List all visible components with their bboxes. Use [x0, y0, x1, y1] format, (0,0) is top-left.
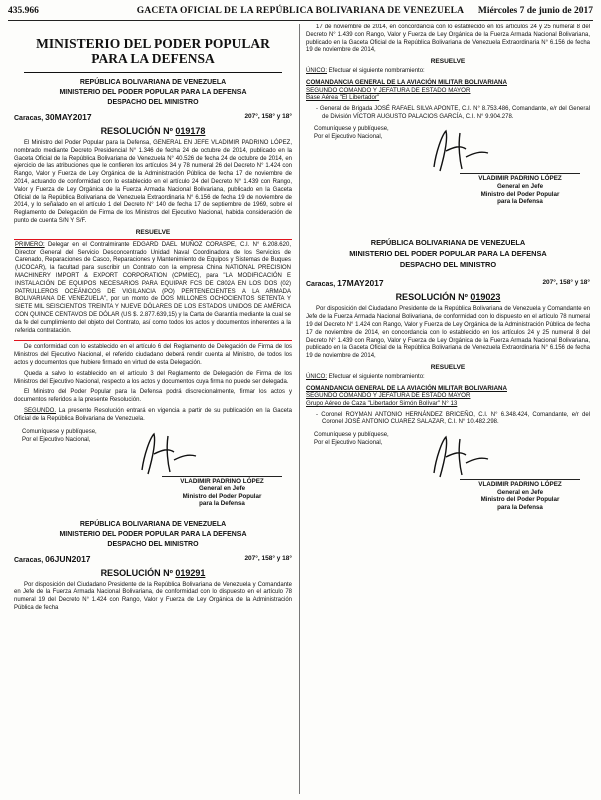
continuation-paragraph: 17 de noviembre de 2014, en concordancia con lo establecido en los artículos 24 y 25 numeral 8 del Decreto N° 1.439 con Rango, Valor y Fuerza de Ley Orgánica de la Fuerza Armada Nacional Bolivariana, publicado en la Gaceta Oficial de la República Bolivariana de Venezuela Extraordinaria N° 6.156 de fecha 19 de noviembre de 2014,: [306, 24, 590, 54]
handwritten-signature: [124, 430, 204, 478]
column-divider: [299, 24, 300, 794]
paragraph-3: Queda a salvo lo establecido en el artículo 3 del Reglamento de Delegación de Firma de los Ministros del Ejecutivo Nacional, respecto a los actos y documentos cuya firma no puede ser delegada.: [14, 370, 292, 385]
title-rule: [24, 72, 282, 73]
closing-formula-right-2: Comuníquese y publíquese, Por el Ejecutivo Nacional,: [314, 432, 389, 447]
last-paragraph: Por disposición del Ciudadano Presidente de la República Bolivariana de Venezuela y Comandante en Jefe de la Fuerza Armada Nacional Bolivariana, de conformidad con lo dispuesto en el artículo 78 numeral 19 del Decreto N° 1.424 con Rango, Valor y Fuerza de Ley Orgánica de la Administración Pública de fecha: [14, 581, 292, 611]
signature-block-right-1: [306, 125, 590, 217]
resolution-header: REPÚBLICA BOLIVARIANA DE VENEZUELA MINISTERIO DEL PODER POPULAR PARA LA DEFENSA DESPACHO DEL MINISTRO: [59, 79, 247, 106]
resuelve-heading: RESUELVE: [135, 228, 171, 236]
gazette-title: GACETA OFICIAL DE LA REPÚBLICA BOLIVARIANA DE VENEZUELA: [136, 6, 465, 16]
left-column: [14, 24, 292, 794]
resolution-number-2: 019291: [175, 567, 206, 578]
resolution-number: 019178: [175, 126, 206, 136]
page-header: [8, 6, 593, 20]
appointment-1: - General de Brigada JOSÉ RAFAEL SILVA APONTE, C.I. N° 8.753.486, Comandante, e/r del General de División VÍCTOR AUGUSTO PALACIOS GARCÍA, C.I. N° 9.904.278.: [316, 105, 590, 120]
signature-block: [14, 428, 292, 520]
closing-formula-right-1: Comuníquese y publíquese, Por el Ejecutivo Nacional,: [314, 126, 389, 141]
ministry-title: MINISTERIO DEL PODER POPULAR PARA LA DEFENSA: [36, 36, 270, 66]
resolution-title: RESOLUCIÓN Nº 019178: [100, 126, 206, 136]
resuelve-heading-right-2: RESUELVE: [430, 363, 466, 371]
handwritten-signature-right-2: [416, 433, 496, 481]
issue-date: Miércoles 7 de junio de 2017: [477, 6, 593, 16]
header-rule: [8, 20, 593, 21]
intro-paragraph: El Ministro del Poder Popular para la Defensa, GENERAL EN JEFE VLADIMIR PADRINO LÓPEZ, nombrado mediante Decreto Presidencial N° 1.346 de fecha 24 de octubre de 2014, publicado en la Gaceta Oficial de la República Bolivariana de Venezuela N° 40.526 de fecha 24 de octubre de 2014, en ejercicio de las atribuciones que le confieren los artículos 34 y 78 numeral 26 del Decreto N° 1.424 con Rango, Valor y Fuerza de Ley Orgánica de la Administración Pública de fecha 17 de noviembre de 2014, actuando de conformidad con lo establecido en el artículo 24 del Decreto N° 1.439 con Rango, Valor y Fuerza de Ley Orgánica de la Fuerza Armada Nacional Bolivariana, publicado en la Gaceta Oficial de la República Bolivariana de Venezuela Extraordinaria N° 6.156 de fecha 19 de noviembre de 2014, y lo señalado en el artículo 1 del Decreto N° 140 de fecha 17 de septiembre de 1969, sobre el Reglamento de Delegación de Firma de los Ministros del Ejecutivo Nacional, habida consideración de punto de cuenta S/N Y S/F.: [14, 140, 292, 224]
place-date-right: Caracas, 17MAY2017: [306, 278, 384, 289]
handwritten-signature-right-1: [416, 127, 496, 175]
resolution-title-2: RESOLUCIÓN Nº 019291: [100, 567, 206, 578]
right-column: [306, 24, 590, 794]
appointment-2: - Coronel ROYMAN ANTONIO HERNÁNDEZ BRICEÑO, C.I. N° 6.348.424, Comandante, e/r del Coronel JOSÉ ANTONIO CUAREZ SALAZAR, C.I. N° 10.482.298.: [316, 411, 590, 426]
resolution-number-right: 019023: [470, 292, 501, 303]
segundo-paragraph: SEGUNDO. La presente Resolución entrará en vigencia a partir de su publicación en la Gaceta Oficial de la República Bolivariana de Venezuela.: [14, 407, 292, 422]
command-heading-1: COMANDANCIA GENERAL DE LA AVIACIÓN MILITAR BOLIVARIANA SEGUNDO COMANDO Y JEFATURA DE ESTADO MAYOR Base Aérea "El Libertador": [306, 78, 507, 102]
years-line-2: 207°, 158° y 18°: [244, 554, 292, 562]
primero-paragraph: PRIMERO: Delegar en el Contralmirante EDGARD DAEL MUÑOZ CORASPE, C.I. N° 6.208.620, Director General del Servicio Desconcentrado Unidad Naval Coordinadora de los Servicios de Carenado, Reparaciones de Casco, Reparaciones y Mantenimiento de Equipos y Sistemas de Buques (UCOCAR), la facultad para suscribir un Contrato con la empresa China NATIONAL PRECISION MACHINERY IMPORT & EXPORT CORPORATION (CPMIEC), para "LA MODIFICACIÓN E INSTALACIÓN DE EQUIPOS NECESARIOS PARA EQUIPAR FCS DE C802A EN LOS DOS (02) PATRULLEROS OCEÁNICOS DE VIGILANCIA (PO) PERTENECIENTES A LA ARMADA BOLIVARIANA DE VENEZUELA", por un monto de DOS MILLONES OCHOCIENTOS SETENTA Y SIETE MIL SEISCIENTOS TREINTA Y NUEVE DÓLARES DE LOS ESTADOS UNIDOS DE AMÉRICA CON QUINCE CENTAVOS DE DÓLAR (US $. 2.877.639,15) y la Carta de Garantía mediante la cual se da fe del cumplimiento del objeto del Contrato, así como todos los actos y documentos inherentes a la referida contratación.: [15, 241, 291, 334]
highlighted-article: [14, 239, 292, 342]
signatory-right-1: VLADIMIR PADRINO LÓPEZ General en Jefe Ministro del Poder Popular para la Defensa: [460, 173, 580, 205]
closing-formula: Comuníquese y publíquese, Por el Ejecutivo Nacional,: [22, 428, 97, 443]
paragraph-4: El Ministro del Poder Popular para la Defensa podrá discrecionalmente, firmar los actos y documentos referidos a la presente Resolución.: [14, 389, 292, 404]
unico-paragraph: ÚNICO: Efectuar el siguiente nombramiento:: [306, 68, 425, 75]
signatory-right-2: VLADIMIR PADRINO LÓPEZ General en Jefe Ministro del Poder Popular para la Defensa: [460, 479, 580, 511]
place-date-2: Caracas, 06JUN2017: [14, 553, 91, 564]
paragraph-right-1: Por disposición del Ciudadano Presidente de la República Bolivariana de Venezuela y Comandante en Jefe de la Fuerza Armada Nacional Bolivariana, de conformidad con lo dispuesto en el artículo 78 numeral 19 del Decreto N° 1.424 con Rango, Valor y Fuerza de Ley Orgánica de la Administración Pública de fecha 17 de noviembre de 2014, en concordancia con lo establecido en los artículos 24 y 25 numeral 8 del Decreto N° 1.439 con Rango, Valor y Fuerza de Ley Orgánica de la Fuerza Armada Nacional Bolivariana, publicado en la Gaceta Oficial de la República Bolivariana de Venezuela Extraordinaria N° 6.156 de fecha 19 de noviembre de 2014,: [306, 306, 590, 360]
signature-block-right-2: [306, 431, 590, 523]
place-date: Caracas, 30MAY2017: [14, 112, 92, 122]
resuelve-heading-right: RESUELVE: [430, 58, 466, 66]
paragraph-2: De conformidad con lo establecido en el artículo 6 del Reglamento de Delegación de Firma de los Ministros del Ejecutivo Nacional, el referido ciudadano deberá rendir cuenta al Ministro, de todos los actos y documentos que hubiere firmado en virtud de esta Delegación.: [14, 344, 292, 366]
unico-paragraph-2: ÚNICO: Efectuar el siguiente nombramiento:: [306, 373, 425, 380]
command-heading-2: COMANDANCIA GENERAL DE LA AVIACIÓN MILITAR BOLIVARIANA SEGUNDO COMANDO Y JEFATURA DE ESTADO MAYOR Grupo Aéreo de Caza "Libertador Simón Bolívar" N° 13: [306, 384, 507, 407]
resolution-title-right: RESOLUCIÓN Nº 019023: [395, 292, 501, 303]
years-line: 207°, 158° y 18°: [244, 113, 292, 120]
page-number: 435.966: [8, 6, 39, 16]
signatory: VLADIMIR PADRINO LÓPEZ General en Jefe Ministro del Poder Popular para la Defensa: [162, 476, 282, 508]
years-line-right: 207°, 158° y 18°: [542, 279, 590, 287]
resolution-header-right: REPÚBLICA BOLIVARIANA DE VENEZUELA MINISTERIO DEL PODER POPULAR PARA LA DEFENSA DESPACHO DEL MINISTRO: [349, 238, 547, 270]
resolution-header-2: REPÚBLICA BOLIVARIANA DE VENEZUELA MINISTERIO DEL PODER POPULAR PARA LA DEFENSA DESPACHO DEL MINISTRO: [59, 520, 247, 548]
